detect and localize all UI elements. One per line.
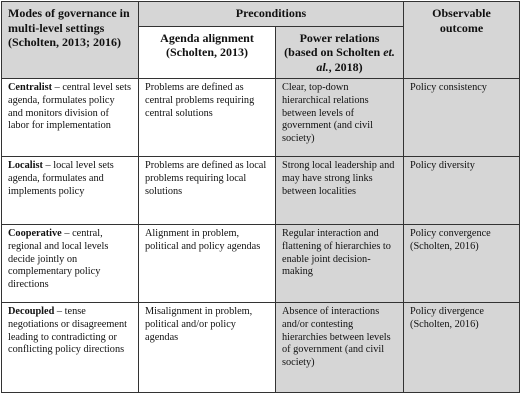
mode-cell xyxy=(2,303,139,393)
agenda-cell: Problems are defined as central problems requiring central solutions xyxy=(139,79,276,157)
table-row xyxy=(2,303,520,393)
mode-cell xyxy=(2,157,139,225)
outcome-cell: Policy divergence (Scholten, 2016) xyxy=(404,303,520,393)
mode-description: – local level sets agenda, formulates and implements policy xyxy=(8,160,114,197)
power-cell: Regular interaction and flattening of hierarchies to enable joint decision-making xyxy=(276,225,404,303)
agenda-cell: Alignment in problem, political and policy agendas xyxy=(139,225,276,303)
table-row xyxy=(2,157,520,225)
header-row-top xyxy=(2,2,520,27)
preconditions-header: Preconditions xyxy=(139,2,404,27)
table-row xyxy=(2,79,520,157)
agenda-alignment-header: Agenda alignment (Scholten, 2013) xyxy=(139,26,276,79)
outcome-header: Observable outcome xyxy=(404,2,520,79)
power-relations-suffix: , 2018) xyxy=(328,59,363,74)
mode-name: Centralist xyxy=(8,82,53,93)
power-cell: Absence of interactions and/or contesting hierarchies between levels of government (and civil society) xyxy=(276,303,404,393)
mode-description: – tense negotiations or disagreement leading to contradicting or conflicting policy directions xyxy=(8,306,127,356)
mode-description: – central, regional and local levels decide jointly on complementary policy directions xyxy=(8,228,109,291)
mode-cell xyxy=(2,225,139,303)
power-relations-header xyxy=(276,26,404,79)
agenda-cell: Misalignment in problem, political and/or policy agendas xyxy=(139,303,276,393)
outcome-cell: Policy convergence (Scholten, 2016) xyxy=(404,225,520,303)
agenda-cell: Problems are defined as local problems requiring local solutions xyxy=(139,157,276,225)
table-row xyxy=(2,225,520,303)
outcome-cell: Policy consistency xyxy=(404,79,520,157)
power-cell: Strong local leadership and may have strong links between localities xyxy=(276,157,404,225)
mode-cell xyxy=(2,79,139,157)
power-cell: Clear, top-down hierarchical relations between levels of government (and civil society) xyxy=(276,79,404,157)
mode-name: Cooperative xyxy=(8,228,62,239)
mode-description: – central level sets agenda, formulates policy and monitors division of labor for implementation xyxy=(8,82,131,132)
power-relations-prefix: Power relations (based on Scholten xyxy=(284,30,384,59)
governance-table xyxy=(1,1,520,393)
modes-header: Modes of governance in multi-level settings (Scholten, 2013; 2016) xyxy=(2,2,139,79)
mode-name: Decoupled xyxy=(8,306,55,317)
mode-name: Localist xyxy=(8,160,43,171)
outcome-cell: Policy diversity xyxy=(404,157,520,225)
power-relations-italic: et. al. xyxy=(316,45,395,74)
